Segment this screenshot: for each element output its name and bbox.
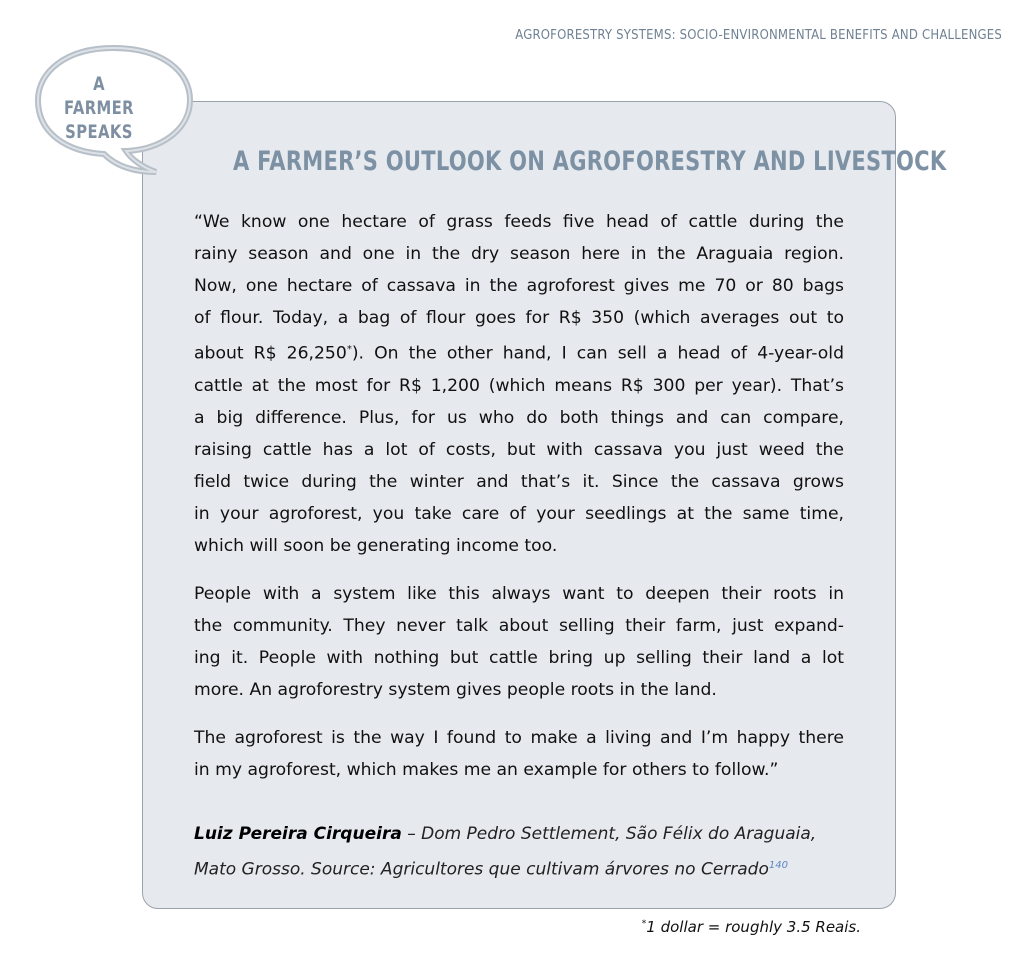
text-line: which will soon be generating income too. xyxy=(194,535,558,556)
sidebar-box xyxy=(142,101,947,909)
quote-paragraph-1 xyxy=(194,206,844,562)
text-line-superscript: about R$ 26,250*). On the other hand, I can sell a head of 4-year-old xyxy=(194,343,844,364)
footnote-text: 1 dollar = roughly 3.5 Reais. xyxy=(646,918,861,936)
quote-paragraph-3 xyxy=(194,722,844,786)
reference-link[interactable]: 140 xyxy=(768,860,788,871)
quote-body xyxy=(194,206,844,802)
running-header: AGROFORESTRY SYSTEMS: SOCIO-ENVIRONMENTAL BENEFITS AND CHALLENGES xyxy=(515,28,1002,43)
text-line: more. An agroforestry system gives people roots in the land. xyxy=(194,679,717,700)
speech-bubble-line-1: A FARMER xyxy=(64,73,134,119)
box-title: A FARMER’S OUTLOOK ON AGROFORESTRY AND LIVESTOCK xyxy=(233,146,947,177)
text-line: cattle at the most for R$ 1,200 (which means R$ 300 per year). That’s xyxy=(194,375,844,396)
text-line: a big difference. Plus, for us who do both things and can compare, xyxy=(194,407,844,428)
text-line: the community. They never talk about selling their farm, just expand- xyxy=(194,615,844,636)
attribution xyxy=(194,818,854,886)
text-line: “We know one hectare of grass feeds five head of cattle during the xyxy=(194,212,844,232)
text-line: ing it. People with nothing but cattle bring up selling their land a lot xyxy=(194,647,844,668)
attribution-name: Luiz Pereira Cirqueira xyxy=(194,824,402,844)
text-line: The agroforest is the way I found to make a living and I’m happy there xyxy=(194,727,844,748)
text-line: rainy season and one in the dry season here in the Araguaia region. xyxy=(194,244,844,264)
quote-paragraph-2 xyxy=(194,578,844,706)
text-line: in your agroforest, you take care of your seedlings at the same time, xyxy=(194,503,844,524)
footnote xyxy=(642,918,861,936)
text-line: in my agroforest, which makes me an example for others to follow.” xyxy=(194,759,779,780)
text-line: Now, one hectare of cassava in the agroforest gives me 70 or 80 bags xyxy=(194,276,844,296)
attribution-source: Mato Grosso. Source: Agricultores que cultivam árvores no Cerrado xyxy=(194,859,769,880)
speech-bubble-label xyxy=(56,72,142,144)
speech-bubble-line-2: SPEAKS xyxy=(65,121,133,143)
text-line: People with a system like this always want to deepen their roots in xyxy=(194,583,844,604)
text-line: of flour. Today, a bag of flour goes for R$ 350 (which averages out to xyxy=(194,308,844,328)
attribution-location: – Dom Pedro Settlement, São Félix do Araguaia, xyxy=(401,824,817,844)
text-line: raising cattle has a lot of costs, but with cassava you just weed the xyxy=(194,439,844,460)
text-line: field twice during the winter and that’s it. Since the cassava grows xyxy=(194,471,844,492)
footnote-marker: * xyxy=(346,344,352,355)
footnote-marker: * xyxy=(641,919,647,929)
